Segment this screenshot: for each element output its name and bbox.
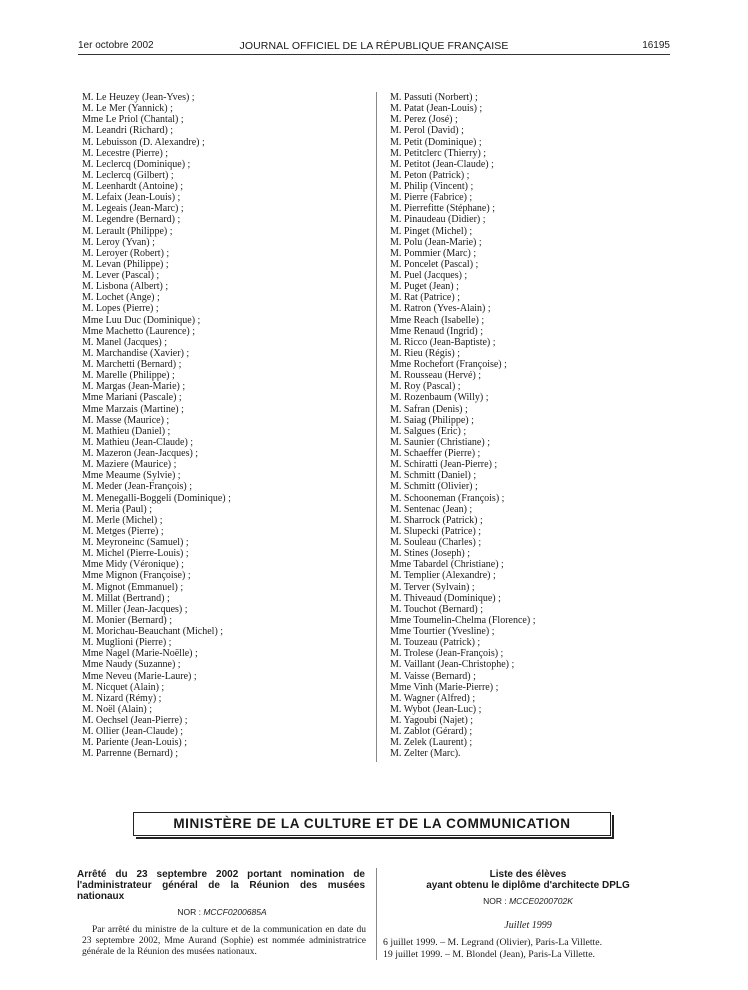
- name-entry: M. Saunier (Christiane) ;: [390, 436, 490, 448]
- name-entry: M. Salgues (Eric) ;: [390, 425, 467, 437]
- name-entry: M. Touzeau (Patrick) ;: [390, 637, 481, 649]
- name-entry: M. Lebuisson (D. Alexandre) ;: [82, 136, 205, 148]
- liste-title-line1: Liste des élèves: [489, 869, 567, 880]
- arrete-nor-code: MCCF0200685A: [203, 907, 267, 917]
- name-entry: M. Marchetti (Bernard) ;: [82, 359, 182, 370]
- liste-title: [388, 869, 668, 891]
- name-entry: M. Slupecki (Patrice) ;: [390, 525, 482, 537]
- name-entry: M. Metges (Pierre) ;: [82, 525, 164, 537]
- name-entry: M. Terver (Sylvain) ;: [390, 581, 475, 593]
- page-header: [78, 40, 670, 55]
- arrete-body: Par arrêté du ministre de la culture et de la communication en date du 23 septembre 2002, Mme Aurand (Sophie) est nommée administratrice générale de la Réunion des musées nationaux.: [82, 925, 366, 957]
- name-entry: M. Rat (Patrice) ;: [390, 292, 460, 304]
- name-entry: M. Souleau (Charles) ;: [390, 537, 482, 548]
- name-entry: Mme Marzais (Martine) ;: [82, 403, 184, 415]
- name-entry: Mme Mariani (Pascale) ;: [82, 392, 182, 404]
- name-entry: M. Masse (Maurice) ;: [82, 414, 170, 426]
- name-entry: M. Pierre (Fabrice) ;: [390, 192, 473, 204]
- liste-title-line2: ayant obtenu le diplôme d'architecte DPLG: [426, 880, 630, 891]
- name-entry: M. Yagoubi (Najet) ;: [390, 715, 474, 726]
- name-entry: M. Rieu (Régis) ;: [390, 347, 460, 359]
- name-entry: M. Menegalli-Boggeli (Dominique) ;: [82, 492, 231, 504]
- name-entry: M. Manel (Jacques) ;: [82, 336, 167, 348]
- name-entry: M. Legendre (Bernard) ;: [82, 214, 181, 226]
- arrete-nor-label: NOR :: [177, 907, 204, 917]
- name-entry: M. Leclercq (Dominique) ;: [82, 158, 191, 170]
- name-entry: M. Petitot (Jean-Claude) ;: [390, 158, 494, 170]
- name-entry: M. Polu (Jean-Marie) ;: [390, 236, 482, 248]
- name-entry: M. Leandri (Richard) ;: [82, 125, 174, 137]
- name-entry: M. Perez (José) ;: [390, 114, 458, 126]
- name-entry: Mme Meaume (Sylvie) ;: [82, 470, 181, 482]
- name-entry: M. Maziere (Maurice) ;: [82, 459, 177, 471]
- name-entry: M. Meder (Jean-François) ;: [82, 481, 192, 493]
- bottom-column-divider: [376, 868, 377, 960]
- name-entry: M. Poncelet (Pascal) ;: [390, 258, 479, 270]
- name-entry: M. Petit (Dominique) ;: [390, 136, 482, 148]
- name-entry: M. Le Heuzey (Jean-Yves) ;: [82, 92, 195, 103]
- name-entry: M. Lecestre (Pierre) ;: [82, 147, 169, 159]
- name-entry: Mme Reach (Isabelle) ;: [390, 314, 485, 326]
- names-column-left: [82, 92, 231, 760]
- liste-nor-code: MCCE0200702K: [509, 896, 573, 906]
- name-entry: M. Miller (Jean-Jacques) ;: [82, 603, 188, 615]
- name-entry: M. Schooneman (François) ;: [390, 492, 505, 504]
- name-entry: M. Marelle (Philippe) ;: [82, 370, 175, 382]
- name-entry: M. Leclercq (Gilbert) ;: [82, 169, 174, 181]
- name-entry: M. Puel (Jacques) ;: [390, 270, 468, 281]
- names-column-right: [390, 92, 535, 760]
- name-entry: M. Levan (Philippe) ;: [82, 258, 169, 270]
- name-entry: M. Rousseau (Hervé) ;: [390, 370, 482, 382]
- name-entry: M. Leroy (Yvan) ;: [82, 236, 155, 248]
- name-entry: M. Michel (Pierre-Louis) ;: [82, 548, 189, 560]
- name-entry: M. Schmitt (Daniel) ;: [390, 470, 477, 482]
- name-entry: M. Mathieu (Jean-Claude) ;: [82, 436, 194, 448]
- arrete-title: Arrêté du 23 septembre 2002 portant nomination de l'administrateur général de la Réunion des musées nationaux: [77, 869, 365, 902]
- name-entry: M. Puget (Jean) ;: [390, 281, 459, 293]
- name-entry: Mme Toumelin-Chelma (Florence) ;: [390, 614, 536, 626]
- name-entry: M. Muglioni (Pierre) ;: [82, 637, 172, 649]
- name-entry: M. Lisbona (Albert) ;: [82, 281, 169, 293]
- name-entry: M. Peton (Patrick) ;: [390, 169, 470, 181]
- ministry-banner: MINISTÈRE DE LA CULTURE ET DE LA COMMUNICATION: [133, 812, 611, 836]
- name-entry: M. Rozenbaum (Willy) ;: [390, 392, 489, 404]
- name-entry: M. Patat (Jean-Louis) ;: [390, 103, 483, 115]
- name-entry: M. Legeais (Jean-Marc) ;: [82, 203, 184, 215]
- name-entry: M. Mignot (Emmanuel) ;: [82, 581, 184, 593]
- journal-title: JOURNAL OFFICIEL DE LA RÉPUBLIQUE FRANÇAISE: [239, 40, 509, 52]
- arrete-nor: [78, 907, 366, 917]
- liste-nor: [388, 896, 668, 906]
- liste-entries: [383, 937, 602, 961]
- issue-date: 1er octobre 2002: [78, 40, 154, 51]
- name-entry: M. Meria (Paul) ;: [82, 503, 152, 515]
- name-entry: M. Sentenac (Jean) ;: [390, 503, 473, 515]
- name-entry: M. Pierrefitte (Stéphane) ;: [390, 203, 495, 215]
- name-entry: M. Lochet (Ange) ;: [82, 292, 160, 304]
- name-entry: M. Philip (Vincent) ;: [390, 181, 474, 192]
- liste-subtitle: Juillet 1999: [504, 920, 552, 931]
- name-entry: M. Pommier (Marc) ;: [390, 247, 477, 259]
- name-entry: Mme Le Priol (Chantal) ;: [82, 114, 184, 126]
- name-entry: Mme Midy (Véronique) ;: [82, 559, 184, 571]
- name-entry: M. Templier (Alexandre) ;: [390, 570, 496, 582]
- name-entry: Mme Machetto (Laurence) ;: [82, 325, 196, 337]
- name-entry: M. Perol (David) ;: [390, 125, 464, 137]
- name-entry: M. Schaeffer (Pierre) ;: [390, 448, 481, 459]
- name-entry: M. Pariente (Jean-Louis) ;: [82, 737, 187, 749]
- name-entry: M. Saiag (Philippe) ;: [390, 414, 474, 426]
- name-entry: M. Millat (Bertrand) ;: [82, 592, 170, 604]
- name-entry: M. Lerault (Philippe) ;: [82, 225, 173, 237]
- name-entry: M. Schmitt (Olivier) ;: [390, 481, 478, 493]
- name-entry: M. Meyroneinc (Samuel) ;: [82, 537, 189, 548]
- name-entry: Mme Rochefort (Françoise) ;: [390, 359, 507, 370]
- name-entry: Mme Tabardel (Christiane) ;: [390, 559, 504, 571]
- name-entry: M. Touchot (Bernard) ;: [390, 603, 483, 615]
- name-entry: M. Stines (Joseph) ;: [390, 548, 470, 560]
- name-entry: M. Petitclerc (Thierry) ;: [390, 147, 487, 159]
- liste-entry: 19 juillet 1999. – M. Blondel (Jean), Paris-La Villette.: [383, 949, 596, 960]
- name-entry: M. Ratron (Yves-Alain) ;: [390, 303, 491, 315]
- name-entry: Mme Luu Duc (Dominique) ;: [82, 314, 201, 326]
- name-entry: Mme Vinh (Marie-Pierre) ;: [390, 681, 499, 693]
- liste-entry: 6 juillet 1999. – M. Legrand (Olivier), Paris-La Villette.: [383, 937, 603, 948]
- name-entry: M. Leroyer (Robert) ;: [82, 247, 170, 259]
- name-entry: M. Thiveaud (Dominique) ;: [390, 592, 501, 604]
- name-entry: M. Marchandise (Xavier) ;: [82, 347, 190, 359]
- name-entry: M. Schiratti (Jean-Pierre) ;: [390, 459, 498, 471]
- name-entry: Mme Tourtier (Yvesline) ;: [390, 626, 495, 637]
- name-entry: M. Monier (Bernard) ;: [82, 614, 172, 626]
- name-entry: Mme Mignon (Françoise) ;: [82, 570, 191, 582]
- name-entry: M. Margas (Jean-Marie) ;: [82, 381, 186, 393]
- name-entry: M. Mazeron (Jean-Jacques) ;: [82, 448, 199, 459]
- page-number: 16195: [642, 40, 670, 51]
- name-entry: M. Wagner (Alfred) ;: [390, 692, 476, 704]
- name-entry: M. Noël (Alain) ;: [82, 703, 152, 715]
- name-entry: Mme Renaud (Ingrid) ;: [390, 325, 484, 337]
- name-entry: M. Leenhardt (Antoine) ;: [82, 181, 184, 192]
- name-entry: M. Lever (Pascal) ;: [82, 270, 160, 281]
- name-entry: M. Roy (Pascal) ;: [390, 381, 461, 393]
- column-divider: [376, 92, 377, 762]
- name-entry: M. Sharrock (Patrick) ;: [390, 514, 483, 526]
- name-entry: M. Ricco (Jean-Baptiste) ;: [390, 336, 496, 348]
- name-entry: M. Wybot (Jean-Luc) ;: [390, 703, 482, 715]
- name-entry: M. Pinget (Michel) ;: [390, 225, 473, 237]
- name-entry: M. Safran (Denis) ;: [390, 403, 468, 415]
- name-entry: M. Nicquet (Alain) ;: [82, 681, 165, 693]
- name-entry: Mme Neveu (Marie-Laure) ;: [82, 670, 197, 682]
- name-entry: M. Zablot (Gérard) ;: [390, 726, 473, 738]
- name-entry: M. Merle (Michel) ;: [82, 514, 163, 526]
- name-entry: M. Ollier (Jean-Claude) ;: [82, 726, 184, 738]
- liste-nor-label: NOR :: [483, 896, 510, 906]
- name-entry: Mme Naudy (Suzanne) ;: [82, 659, 181, 671]
- name-entry: M. Parrenne (Bernard) ;: [82, 748, 179, 760]
- name-entry: M. Passuti (Norbert) ;: [390, 92, 478, 103]
- name-entry: M. Morichau-Beauchant (Michel) ;: [82, 626, 224, 637]
- name-entry: M. Trolese (Jean-François) ;: [390, 648, 504, 660]
- name-entry: M. Le Mer (Yannick) ;: [82, 103, 173, 115]
- name-entry: M. Lefaix (Jean-Louis) ;: [82, 192, 181, 204]
- name-entry: M. Zelek (Laurent) ;: [390, 737, 473, 749]
- name-entry: M. Vaillant (Jean-Christophe) ;: [390, 659, 515, 671]
- name-entry: M. Oechsel (Jean-Pierre) ;: [82, 715, 188, 726]
- name-entry: M. Vaisse (Bernard) ;: [390, 670, 476, 682]
- name-entry: M. Zelter (Marc).: [390, 748, 461, 760]
- name-entry: Mme Nagel (Marie-Noëlle) ;: [82, 648, 198, 660]
- name-entry: M. Nizard (Rémy) ;: [82, 692, 162, 704]
- name-entry: M. Mathieu (Daniel) ;: [82, 425, 171, 437]
- name-entry: M. Pinaudeau (Didier) ;: [390, 214, 486, 226]
- name-entry: M. Lopes (Pierre) ;: [82, 303, 159, 315]
